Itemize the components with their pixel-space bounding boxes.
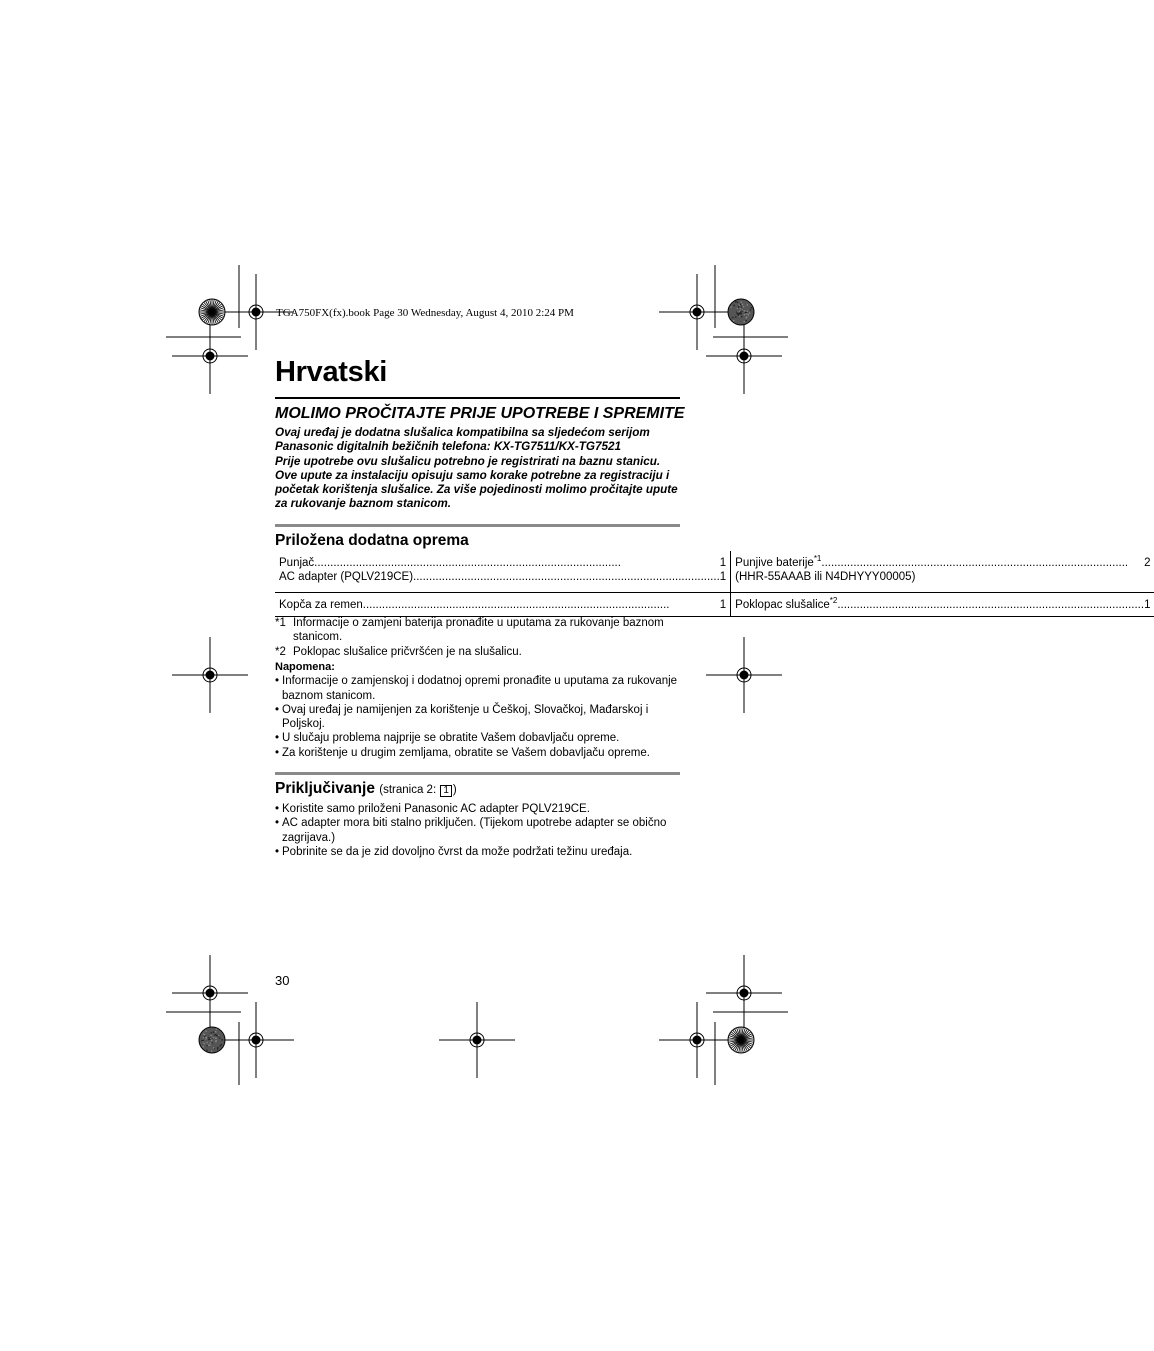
accessory-name: Punjive baterije	[735, 557, 814, 569]
intro-paragraph-2: Prije upotrebe ovu slušalicu potrebno je registrirati na baznu stanicu. Ove upute za instalaciju opisuju samo korake potrebne za registraciju i početak korištenja slušalice. Za više pojedinosti molimo pročitajte upute za rukovanje baznom stanicom.	[275, 454, 678, 511]
accessory-qty: 1	[719, 571, 727, 583]
accessory-line	[279, 556, 726, 570]
table-cell	[731, 551, 1154, 593]
page-reference	[379, 784, 456, 796]
list-item	[275, 746, 685, 760]
bullet-text: Pobrinite se da je zid dovoljno čvrst da može podržati težinu uređaja.	[282, 845, 633, 858]
accessory-line	[279, 570, 726, 584]
note-heading: Napomena:	[275, 661, 335, 673]
footnote-ref: *1	[813, 554, 822, 564]
footnote-mark: *2	[275, 645, 286, 658]
bullet-icon: •	[275, 675, 280, 688]
footnote-text: Informacije o zamjeni baterija pronađite u uputama za rukovanje baznom stanicom.	[293, 617, 664, 644]
table-row	[275, 593, 1154, 617]
footnote-mark: *1	[275, 617, 286, 629]
registration-crosshair-icon	[172, 955, 248, 1031]
registration-crosshair-icon	[706, 318, 782, 394]
starburst-target-icon	[728, 1027, 754, 1053]
intro-text	[275, 426, 685, 512]
connecting-list	[275, 802, 685, 859]
accessory-name: AC adapter (PQLV219CE)	[279, 571, 414, 583]
list-item	[275, 731, 685, 745]
list-item	[275, 674, 685, 703]
bullet-icon: •	[275, 703, 280, 716]
bullet-icon: •	[275, 817, 280, 830]
grey-dot-target-icon	[199, 1027, 225, 1053]
bullet-icon: •	[275, 746, 280, 759]
table-cell	[731, 593, 1154, 617]
table-cell	[275, 551, 731, 593]
accessory-line	[735, 556, 1150, 570]
note-text: Za korištenje u drugim zemljama, obratite se Vašem dobavljaču opreme.	[282, 746, 650, 759]
list-item	[275, 802, 685, 816]
bullet-icon: •	[275, 803, 280, 815]
page-title: Hrvatski	[275, 356, 388, 388]
bullet-icon: •	[275, 732, 280, 745]
footnote	[275, 616, 685, 645]
table-cell	[275, 593, 731, 617]
accessory-qty: 1	[719, 557, 727, 569]
accessory-qty: 1	[719, 599, 727, 611]
registration-crosshair-icon	[659, 274, 735, 350]
registration-crosshair-icon	[218, 1002, 294, 1078]
page-number: 30	[275, 973, 290, 988]
list-item	[275, 816, 685, 845]
note-text: Ovaj uređaj je namijenjen za korištenje u Češkoj, Slovačkoj, Mađarskoj i Poljskoj.	[282, 703, 649, 731]
bullet-text: Koristite samo priloženi Panasonic AC adapter PQLV219CE.	[282, 803, 590, 815]
ref-prefix: (stranica 2:	[379, 784, 440, 796]
intro-heading: MOLIMO PROČITAJTE PRIJE UPOTREBE I SPREMITE	[275, 405, 685, 422]
footnote-ref: *2	[829, 596, 838, 606]
title-rule	[275, 397, 680, 399]
accessories-heading: Priložena dodatna oprema	[275, 532, 469, 549]
accessory-line	[735, 598, 1150, 612]
registration-crosshair-icon	[706, 637, 782, 713]
starburst-target-icon	[199, 299, 225, 325]
accessory-name: Kopča za remen	[279, 599, 363, 611]
accessory-qty: 2	[1144, 557, 1151, 569]
accessory-line	[279, 598, 726, 612]
registration-crosshair-icon	[439, 1002, 515, 1078]
grey-dot-target-icon	[728, 299, 754, 325]
accessory-note: (HHR-55AAAB ili N4DHYYY00005)	[735, 571, 916, 583]
section-rule-connecting	[275, 772, 680, 775]
accessory-qty: 1	[1144, 599, 1151, 611]
intro-paragraph-1: Ovaj uređaj je dodatna slušalica kompatibilna sa sljedećom serijom Panasonic digitalnih bežičnih telefona: KX-TG7511/KX-TG7521	[275, 426, 650, 454]
registration-crosshair-icon	[659, 1002, 735, 1078]
figure-number-box: 1	[440, 785, 452, 797]
notes-block	[275, 660, 685, 760]
ref-suffix: )	[452, 784, 457, 796]
registration-crosshair-icon	[172, 318, 248, 394]
list-item	[275, 703, 685, 732]
connecting-title: Priključivanje	[275, 780, 375, 797]
section-rule-accessories	[275, 524, 680, 527]
note-text: Informacije o zamjenskoj i dodatnoj opremi pronađite u uputama za rukovanje baznom stanicom.	[282, 675, 678, 702]
bullet-icon: •	[275, 845, 280, 858]
file-header-line: TGA750FX(fx).book Page 30 Wednesday, August 4, 2010 2:24 PM	[276, 307, 574, 319]
accessory-name: Punjač	[279, 557, 315, 569]
accessory-name: Poklopac slušalice	[735, 599, 830, 611]
connecting-heading	[275, 780, 457, 798]
bullet-text: AC adapter mora biti stalno priključen. (Tijekom upotrebe adapter se obično zagrijava.)	[282, 817, 667, 844]
note-text: U slučaju problema najprije se obratite Vašem dobavljaču opreme.	[282, 732, 620, 745]
registration-crosshair-icon	[172, 637, 248, 713]
table-row	[275, 551, 1154, 593]
registration-crosshair-icon	[706, 955, 782, 1031]
footnotes	[275, 616, 685, 659]
footnote-text: Poklopac slušalice pričvršćen je na slušalicu.	[293, 645, 522, 658]
footnote	[275, 645, 685, 659]
list-item	[275, 845, 685, 859]
accessories-table	[275, 551, 1154, 617]
